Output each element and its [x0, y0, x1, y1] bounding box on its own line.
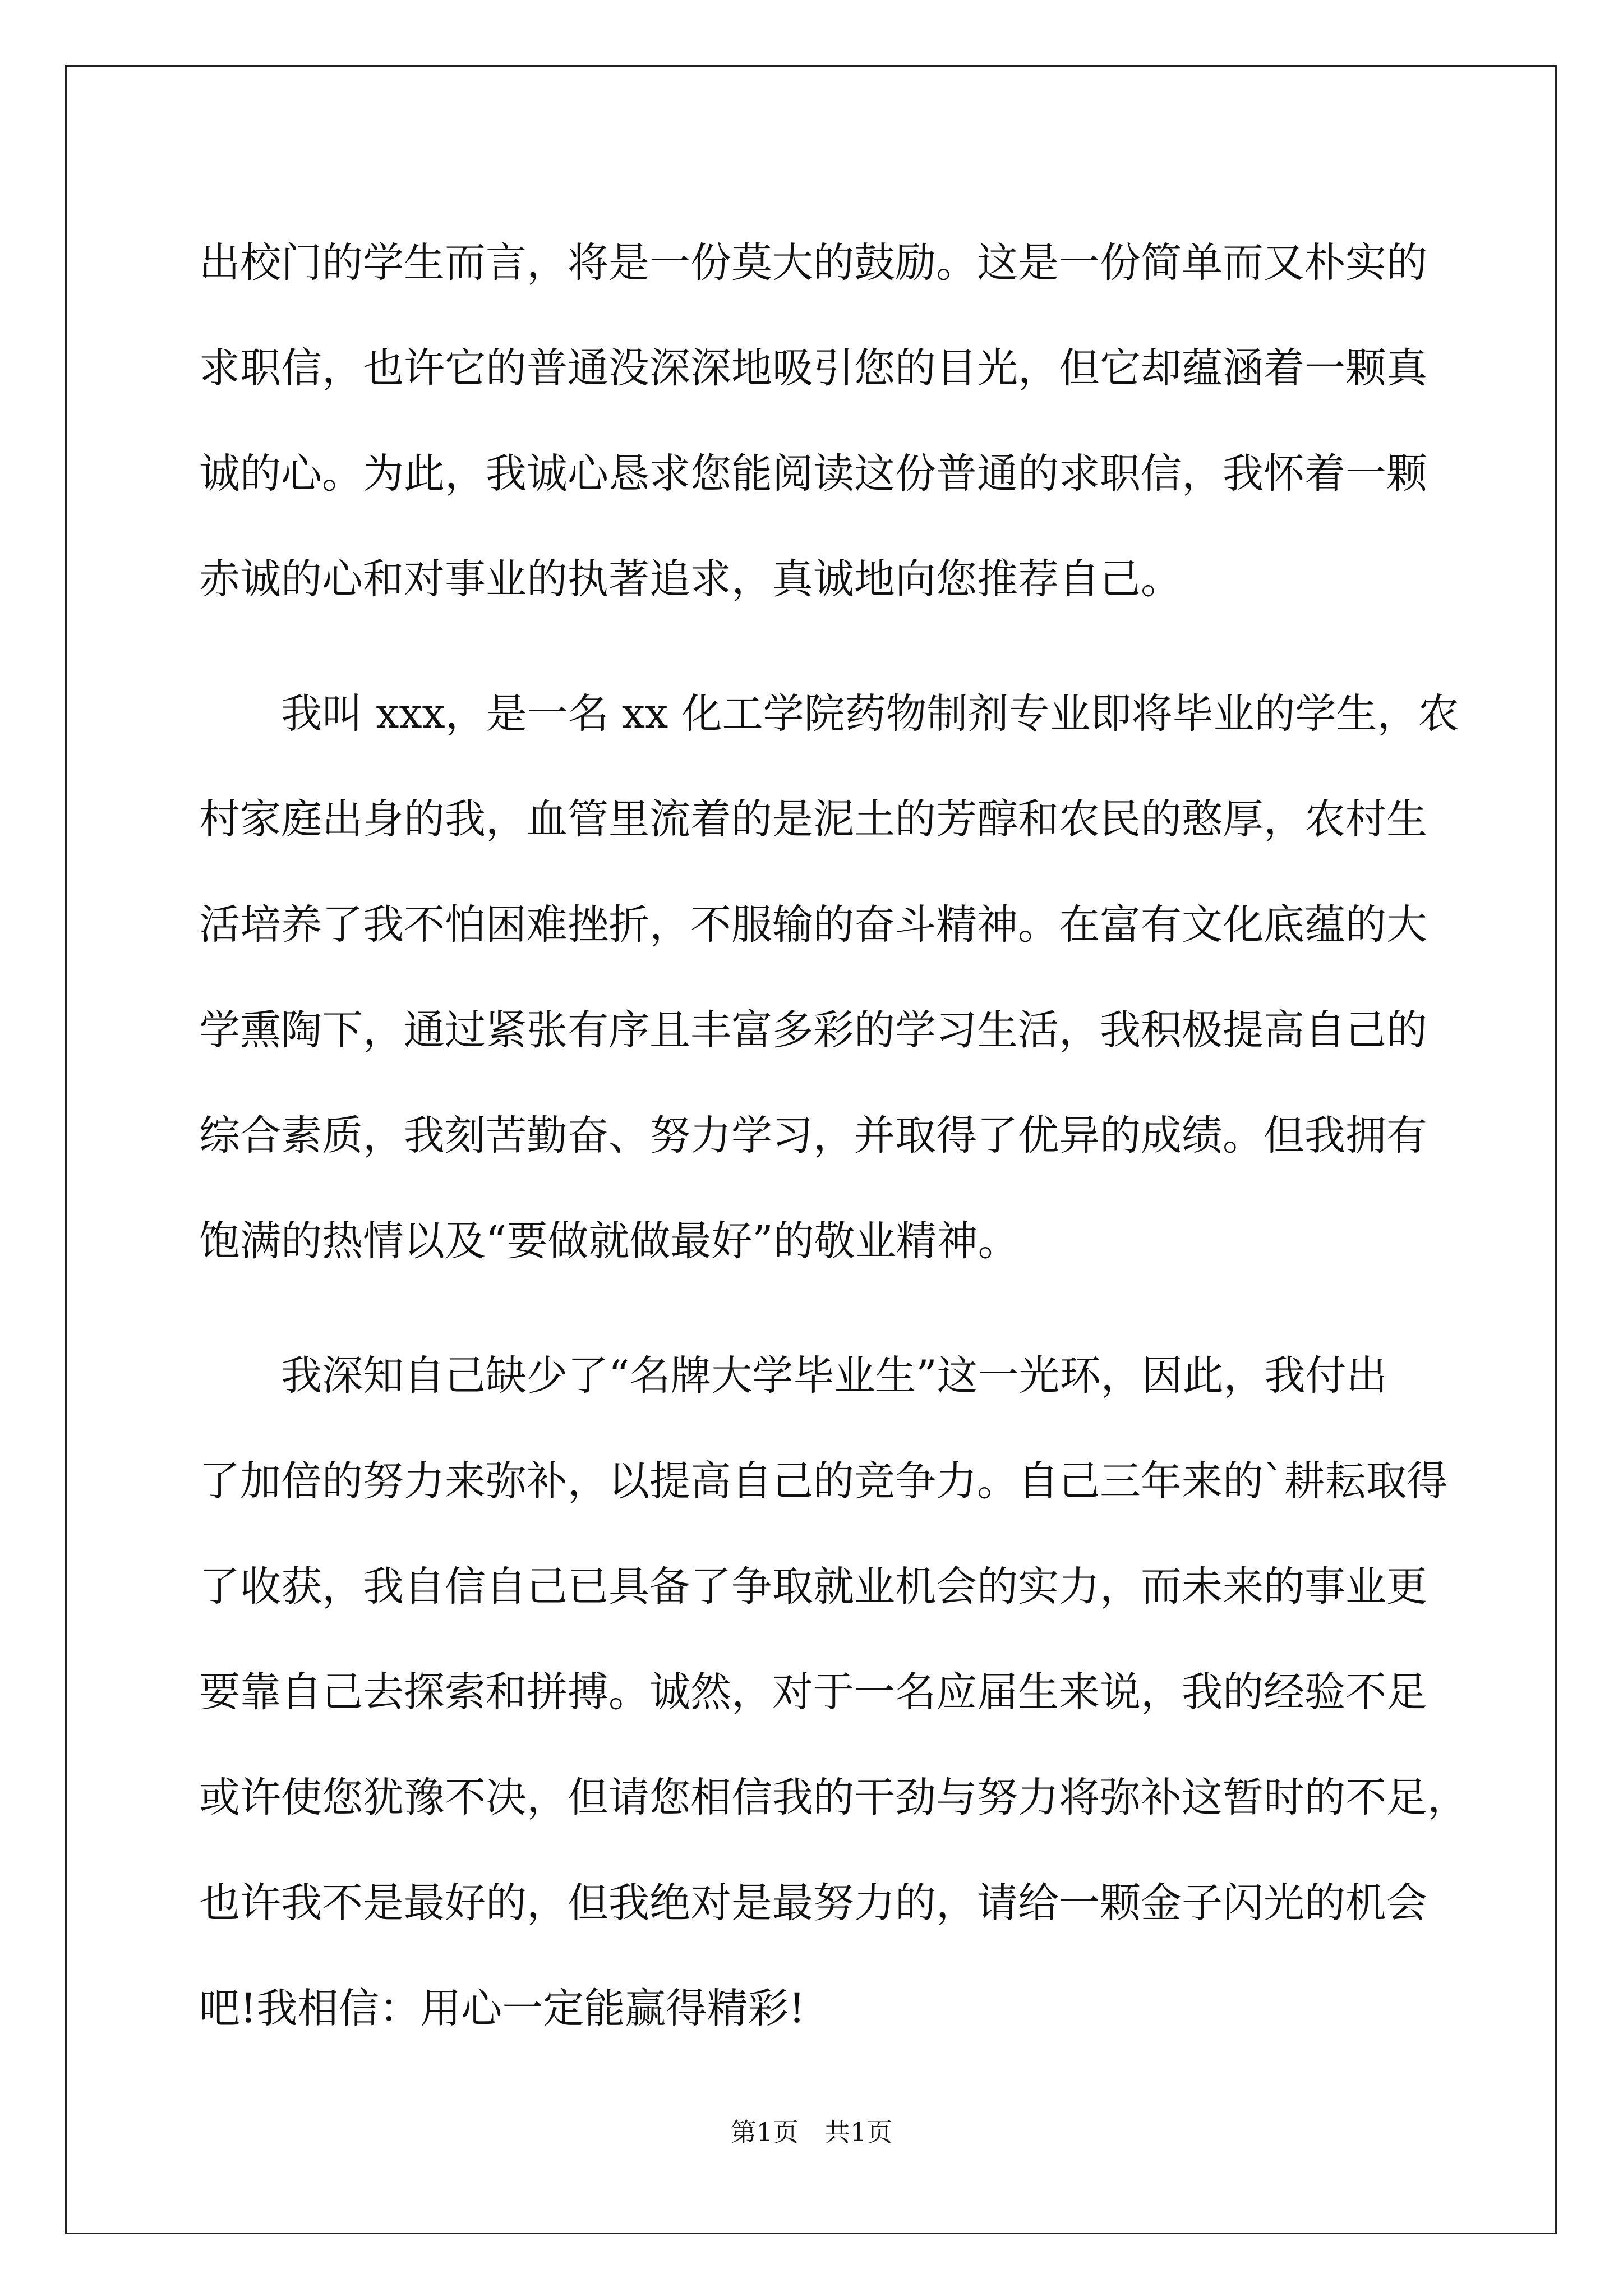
paragraph-1 [199, 210, 1427, 632]
text-line: 要靠自己去探索和拼搏。诚然，对于一名应届生来说，我的经验不足 [199, 1668, 1427, 1716]
text-line: 吧!我相信：用心一定能赢得精彩! [199, 1985, 805, 2032]
text-line: 我叫 xxx，是一名 xx 化工学院药物制剂专业即将毕业的学生，农 [199, 690, 1459, 738]
text-line: 饱满的热情以及“要做就做最好”的敬业精神。 [199, 1217, 1019, 1265]
paragraph-gap [199, 1294, 1427, 1323]
text-line: 诚的心。为此，我诚心恳求您能阅读这份普通的求职信，我怀着一颗 [199, 450, 1427, 498]
text-line: 了收获，我自信自己已具备了争取就业机会的实力，而未来的事业更 [199, 1563, 1427, 1611]
paragraph-gap [199, 632, 1427, 661]
paragraph-3 [199, 1323, 1468, 2062]
text-line: 了加倍的努力来弥补，以提高自己的竞争力。自己三年来的`耕耘取得 [199, 1457, 1448, 1505]
page-footer: 第1页 共1页 [730, 2117, 893, 2147]
text-line: 综合素质，我刻苦勤奋、努力学习，并取得了优异的成绩。但我拥有 [199, 1112, 1427, 1159]
paragraph-2 [199, 661, 1459, 1294]
text-line: 赤诚的心和对事业的执著追求，真诚地向您推荐自己。 [199, 555, 1182, 603]
text-line: 求职信，也许它的普通没深深地吸引您的目光，但它却蕴涵着一颗真 [199, 344, 1427, 392]
text-line: 活培养了我不怕困难挫折，不服输的奋斗精神。在富有文化底蕴的大 [199, 901, 1427, 949]
text-line: 或许使您犹豫不决，但请您相信我的干劲与努力将弥补这暂时的不足， [199, 1774, 1468, 1821]
document-body [199, 210, 1468, 2062]
text-line: 也许我不是最好的，但我绝对是最努力的，请给一颗金子闪光的机会 [199, 1879, 1427, 1927]
text-line: 学熏陶下，通过紧张有序且丰富多彩的学习生活，我积极提高自己的 [199, 1006, 1427, 1054]
text-line: 村家庭出身的我，血管里流着的是泥土的芳醇和农民的憨厚，农村生 [199, 795, 1427, 843]
text-line: 我深知自己缺少了“名牌大学毕业生”这一光环，因此，我付出 [199, 1352, 1387, 1400]
text-line: 出校门的学生而言，将是一份莫大的鼓励。这是一份简单而又朴实的 [199, 239, 1427, 287]
